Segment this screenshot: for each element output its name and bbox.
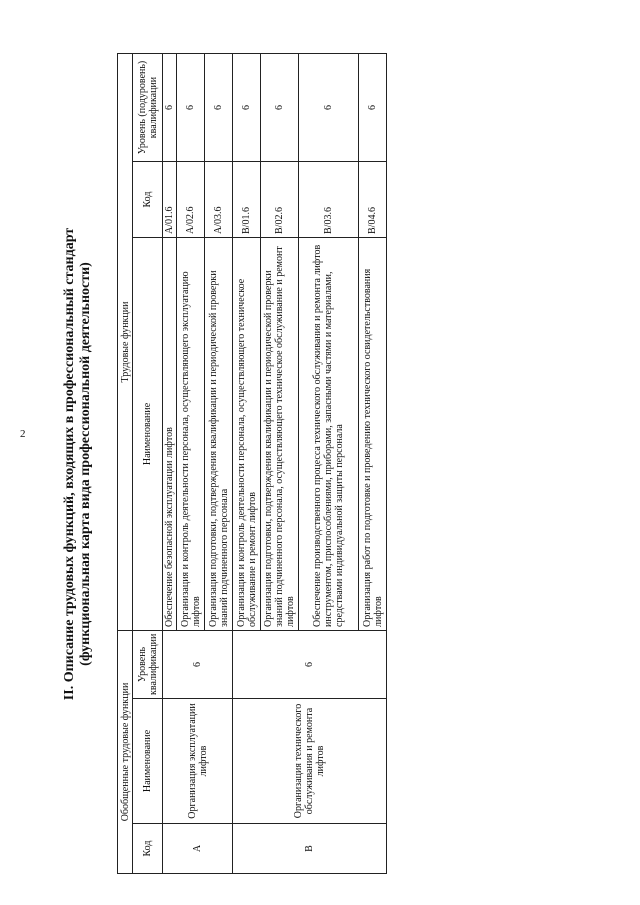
page-subtitle: (функциональная карта вида профессиональной деятельности) (78, 262, 93, 666)
function-code: A/02.6 (177, 162, 205, 238)
function-name: Организация подготовки, подтверждения квалификации и периодической проверки знаний подчиненного персонала, осуществляющего техническое обслуживание и ремонт лифтов (261, 238, 299, 631)
function-level: 6 (163, 54, 177, 162)
generalized-code: B (233, 824, 387, 874)
functional-map-table (117, 53, 387, 874)
header-sublevel: Уровень (подуровень) квалификации (133, 54, 163, 162)
heading (62, 54, 94, 874)
function-code: B/04.6 (359, 162, 387, 238)
function-level: 6 (261, 54, 299, 162)
function-code: B/01.6 (233, 162, 261, 238)
generalized-code: A (163, 824, 233, 874)
table-row (233, 54, 261, 874)
page-number: 2 (20, 428, 26, 440)
generalized-level: 6 (163, 631, 233, 699)
generalized-name: Организация эксплуатации лифтов (163, 699, 233, 824)
header-level: Уровень квалификации (133, 631, 163, 699)
function-code: B/03.6 (299, 162, 359, 238)
group-header-row (118, 54, 133, 874)
function-name: Организация подготовки, подтверждения квалификации и периодической проверки знаний подчиненного персонала (205, 238, 233, 631)
function-name: Обеспечение производственного процесса технического обслуживания и ремонта лифтов инструментом, приспособлениями, приборами, запасными частями и материалами, средствами индивидуальной защиты персонала (299, 238, 359, 631)
rotated-page-content (62, 54, 592, 874)
function-name: Организация и контроль деятельности персонала, осуществляющего эксплуатацию лифтов (177, 238, 205, 631)
function-level: 6 (177, 54, 205, 162)
function-code: A/01.6 (163, 162, 177, 238)
function-level: 6 (359, 54, 387, 162)
header-function-code: Код (133, 162, 163, 238)
function-name: Организация и контроль деятельности персонала, осуществляющего техническое обслуживание и ремонт лифтов (233, 238, 261, 631)
header-generalized-functions: Обобщенные трудовые функции (118, 631, 133, 874)
function-level: 6 (299, 54, 359, 162)
function-level: 6 (205, 54, 233, 162)
function-code: A/03.6 (205, 162, 233, 238)
header-code: Код (133, 824, 163, 874)
generalized-level: 6 (233, 631, 387, 699)
column-header-row (133, 54, 163, 874)
function-code: B/02.6 (261, 162, 299, 238)
page-title: II. Описание трудовых функций, входящих в профессиональный стандарт (62, 227, 77, 701)
function-level: 6 (233, 54, 261, 162)
header-labor-functions: Трудовые функции (118, 54, 133, 631)
header-function-name: Наименование (133, 238, 163, 631)
generalized-name: Организация технического обслуживания и ремонта лифтов (233, 699, 387, 824)
table-row (163, 54, 177, 874)
function-name: Организация работ по подготовке и проведению технического освидетельствования лифтов (359, 238, 387, 631)
header-name: Наименование (133, 699, 163, 824)
function-name: Обеспечение безопасной эксплуатации лифтов (163, 238, 177, 631)
